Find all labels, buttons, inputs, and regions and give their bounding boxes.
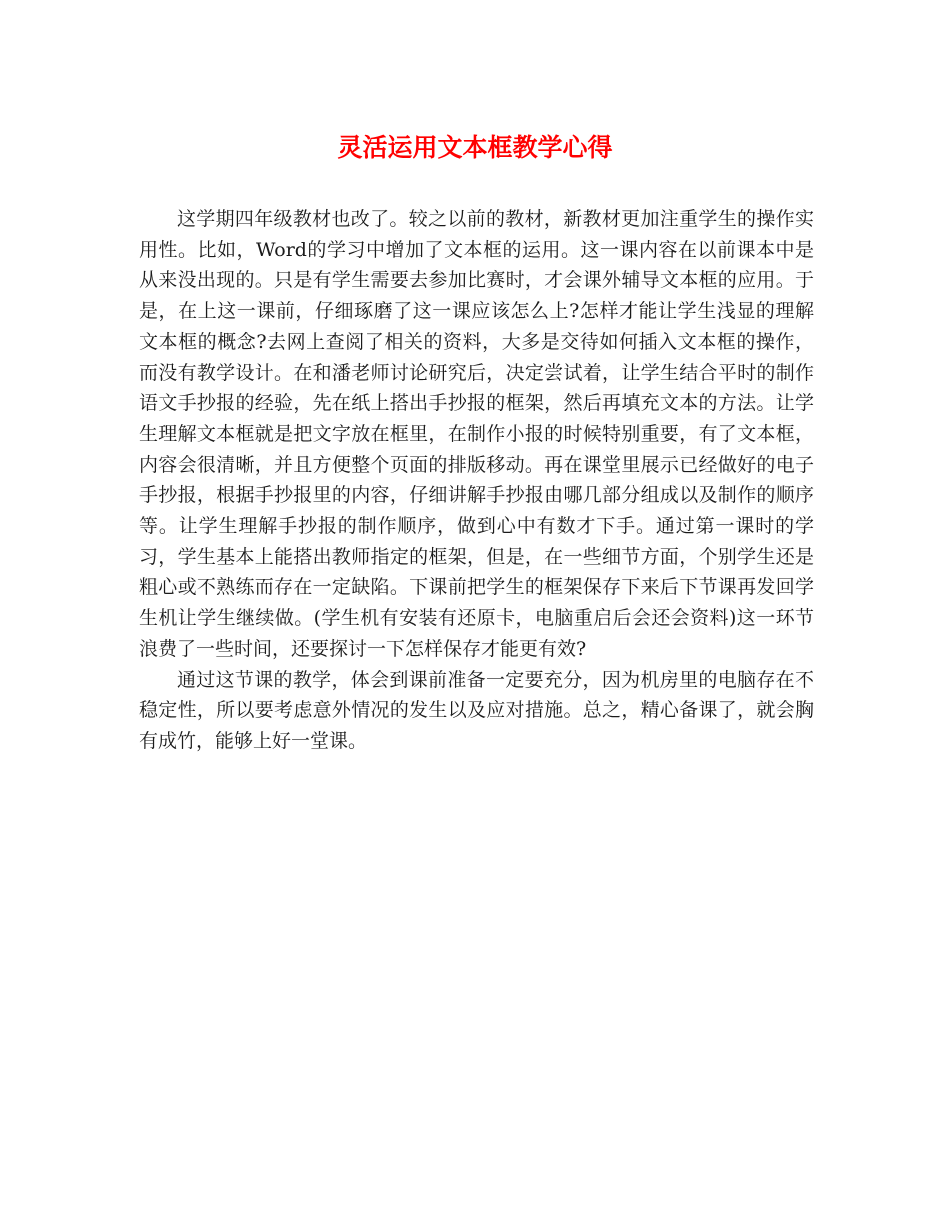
document-body bbox=[139, 204, 814, 757]
document-title: 灵活运用文本框教学心得 bbox=[337, 133, 613, 162]
paragraph-2: 通过这节课的教学，体会到课前准备一定要充分，因为机房里的电脑存在不稳定性，所以要考虑意外情况的发生以及应对措施。总之，精心备课了，就会胸有成竹，能够上好一堂课。 bbox=[139, 668, 814, 752]
paragraph-1: 这学期四年级教材也改了。较之以前的教材，新教材更加注重学生的操作实用性。比如，Word的学习中增加了文本框的运用。这一课内容在以前课本中是从来没出现的。只是有学生需要去参加比赛时，才会课外辅导文本框的应用。于是，在上这一课前，仔细琢磨了这一课应该怎么上?怎样才能让学生浅显的理解文本框的概念?去网上查阅了相关的资料，大多是交待如何插入文本框的操作，而没有教学设计。在和潘老师讨论研究后，决定尝试着，让学生结合平时的制作语文手抄报的经验，先在纸上搭出手抄报的框架，然后再填充文本的方法。让学生理解文本框就是把文字放在框里，在制作小报的时候特别重要，有了文本框，内容会很清晰，并且方便整个页面的排版移动。再在课堂里展示已经做好的电子手抄报，根据手抄报里的内容，仔细讲解手抄报由哪几部分组成以及制作的顺序等。让学生理解手抄报的制作顺序，做到心中有数才下手。通过第一课时的学习，学生基本上能搭出教师指定的框架，但是，在一些细节方面，个别学生还是粗心或不熟练而存在一定缺陷。下课前把学生的框架保存下来后下节课再发回学生机让学生继续做。(学生机有安装有还原卡，电脑重启后会还会资料)这一环节浪费了一些时间，还要探讨一下怎样保存才能更有效? bbox=[139, 208, 814, 660]
